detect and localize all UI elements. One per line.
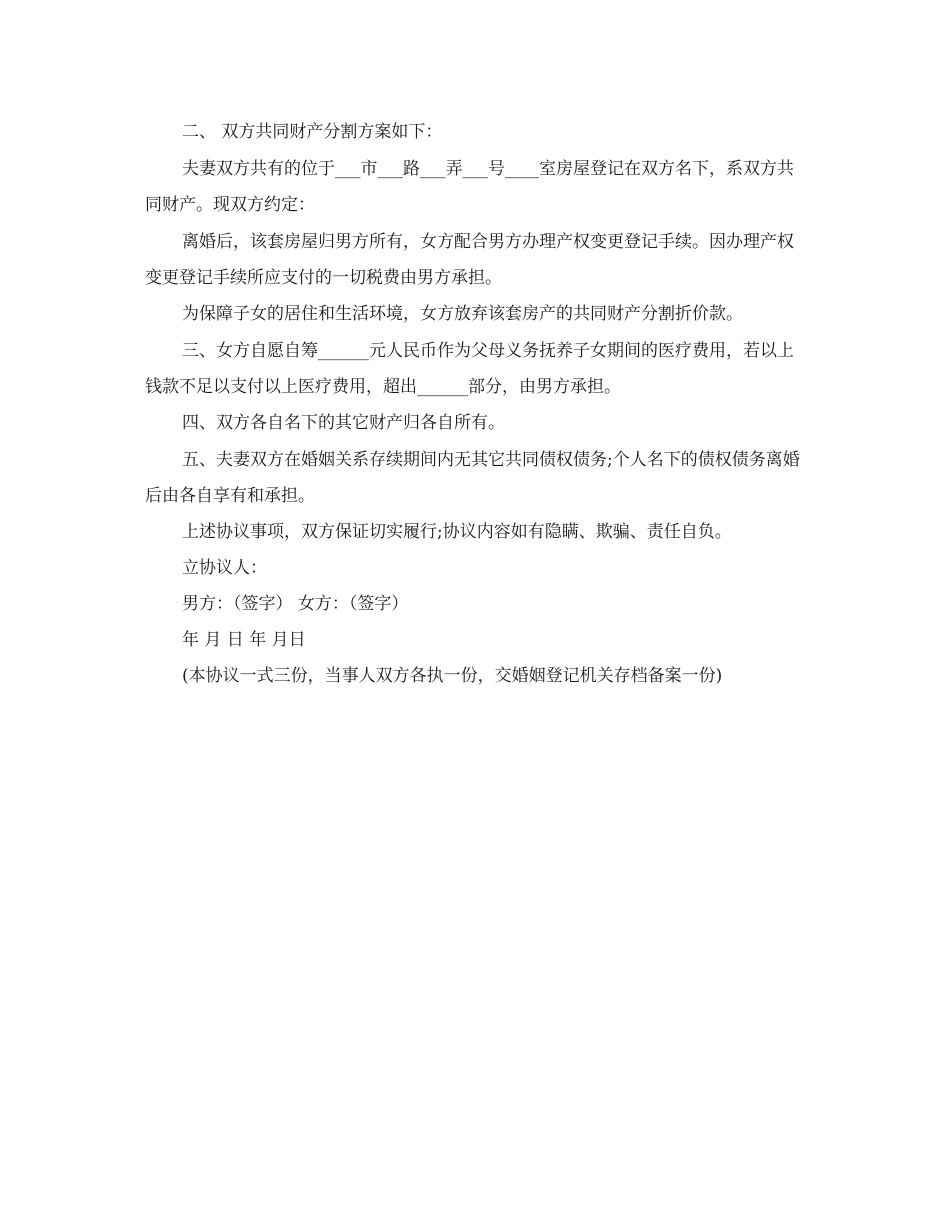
section-4-paragraph: 四、双方各自名下的其它财产归各自所有。 [182,413,505,433]
property-location-paragraph: 夫妻双方共有的位于___市___路___弄___号____室房屋登记在双方名下，系双方共同财产。现双方约定： [145,159,794,215]
guarantee-paragraph: 上述协议事项，双方保证切实履行;协议内容如有隐瞒、欺骗、责任自负。 [182,522,732,542]
section-5-paragraph: 五、夫妻双方在婚姻关系存续期间内无其它共同债权债务;个人名下的债权债务离婚后由各自享有和承担。 [145,450,800,506]
signature-line: 男方：（签字） 女方：（签字） [182,594,409,614]
copies-note: (本协议一式三份，当事人双方各执一份，交婚姻登记机关存档备案一份) [182,666,723,686]
signatories-label: 立协议人： [182,558,267,578]
house-ownership-paragraph: 离婚后，该套房屋归男方所有，女方配合男方办理产权变更登记手续。因办理产权变更登记手续所应支付的一切税费由男方承担。 [145,232,794,288]
section-3-medical-paragraph: 三、女方自愿自筹______元人民币作为父母义务抚养子女期间的医疗费用，若以上钱款不足以支付以上医疗费用，超出______部分，由男方承担。 [145,341,794,397]
section-2-heading: 二、 双方共同财产分割方案如下： [182,122,443,142]
date-line: 年 月 日 年 月日 [182,630,306,650]
waiver-paragraph: 为保障子女的居住和生活环境，女方放弃该套房产的共同财产分割折价款。 [182,304,743,324]
